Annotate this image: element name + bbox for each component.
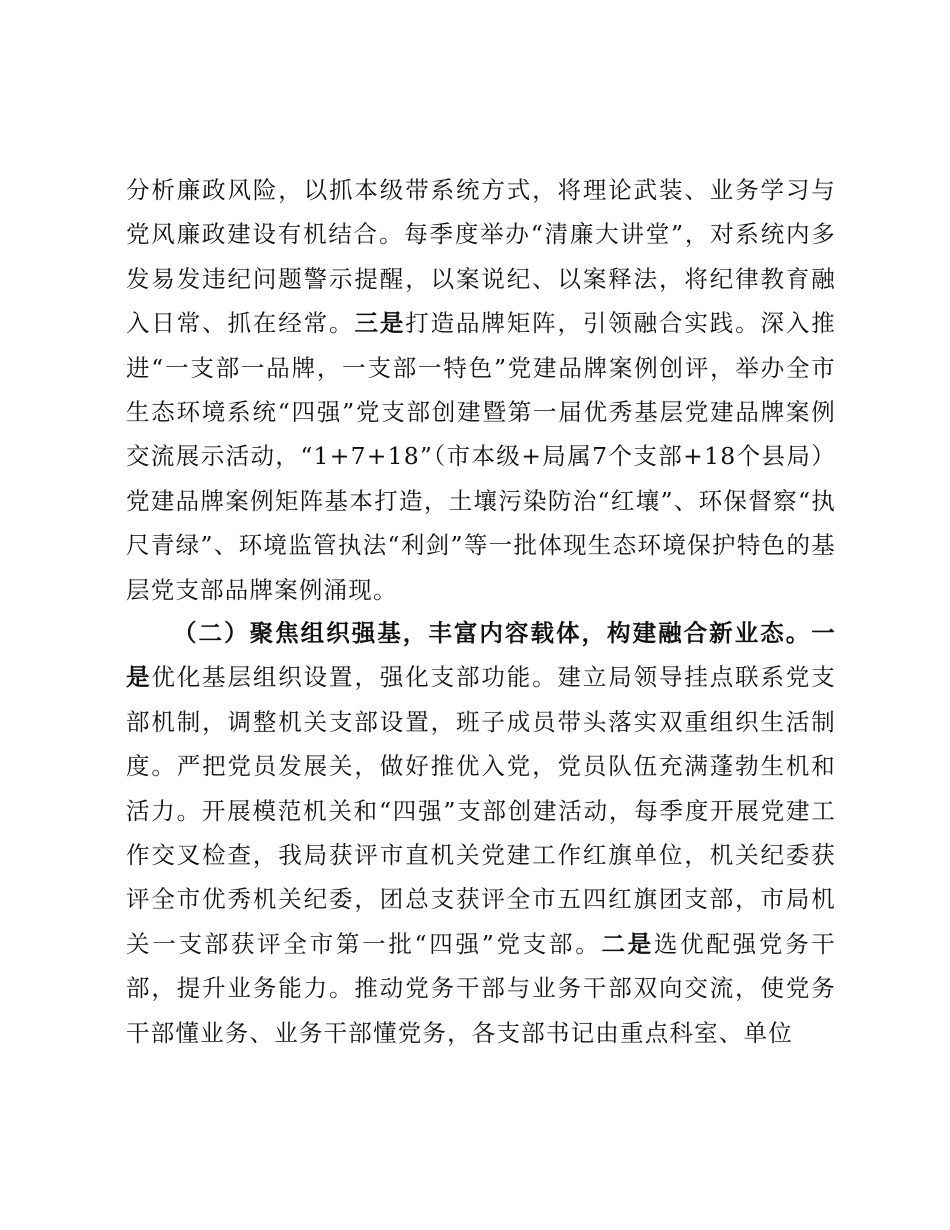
paragraph-1-text-a: 分析廉政风险，以抓本级带系统方式，将理论武装、业务学习与党风廉政建设有机结合。每季度举办“清廉大讲堂”，对系统内多发易发违纪问题警示提醒，以案说纪、以案释法，将纪律教育融入日常、抓在经常。 (126, 176, 836, 338)
body-text-block-2 (126, 611, 836, 1055)
paragraph-2-bold-marker: 二是 (601, 929, 654, 958)
paragraph-2-text-a: 优化基层组织设置，强化支部功能。建立局领导挂点联系党支部机制，调整机关支部设置，班子成员带头落实双重组织生活制度。严把党员发展关，做好推优入党，党员队伍充满蓬勃生机和活力。开展模范机关和“四强”支部创建活动，每季度开展党建工作交叉检查，我局获评市直机关党建工作红旗单位，机关纪委获评全市优秀机关纪委，团总支获评全市五四红旗团支部，市局机关一支部获评全市第一批“四强”党支部。 (126, 663, 836, 958)
paragraph-continued (126, 168, 836, 612)
paragraph-2-text-b: 选优配强党务干部，提升业务能力。推动党务干部与业务干部双向交流，使党务干部懂业务、业务干部懂党务，各支部书记由重点科室、单位 (126, 929, 836, 1047)
paragraph-section-two (126, 611, 836, 1055)
section-heading: （二）聚焦组织强基，丰富内容载体，构建融合新业态。一是 (126, 619, 836, 692)
paragraph-1-text-b: 打造品牌矩阵，引领融合实践。深入推进“一支部一品牌，一支部一特色”党建品牌案例创评，举办全市生态环境系统“四强”党支部创建暨第一届优秀基层党建品牌案例交流展示活动，“1+7+18”（市本级+局属7个支部+18个县局）党建品牌案例矩阵基本打造，土壤污染防治“红壤”、环保督察“执尺青绿”、环境监管执法“利剑”等一批体现生态环境保护特色的基层党支部品牌案例涌现。 (126, 309, 836, 604)
paragraph-1-bold-marker: 三是 (354, 309, 406, 338)
body-text-block-1 (126, 168, 836, 612)
